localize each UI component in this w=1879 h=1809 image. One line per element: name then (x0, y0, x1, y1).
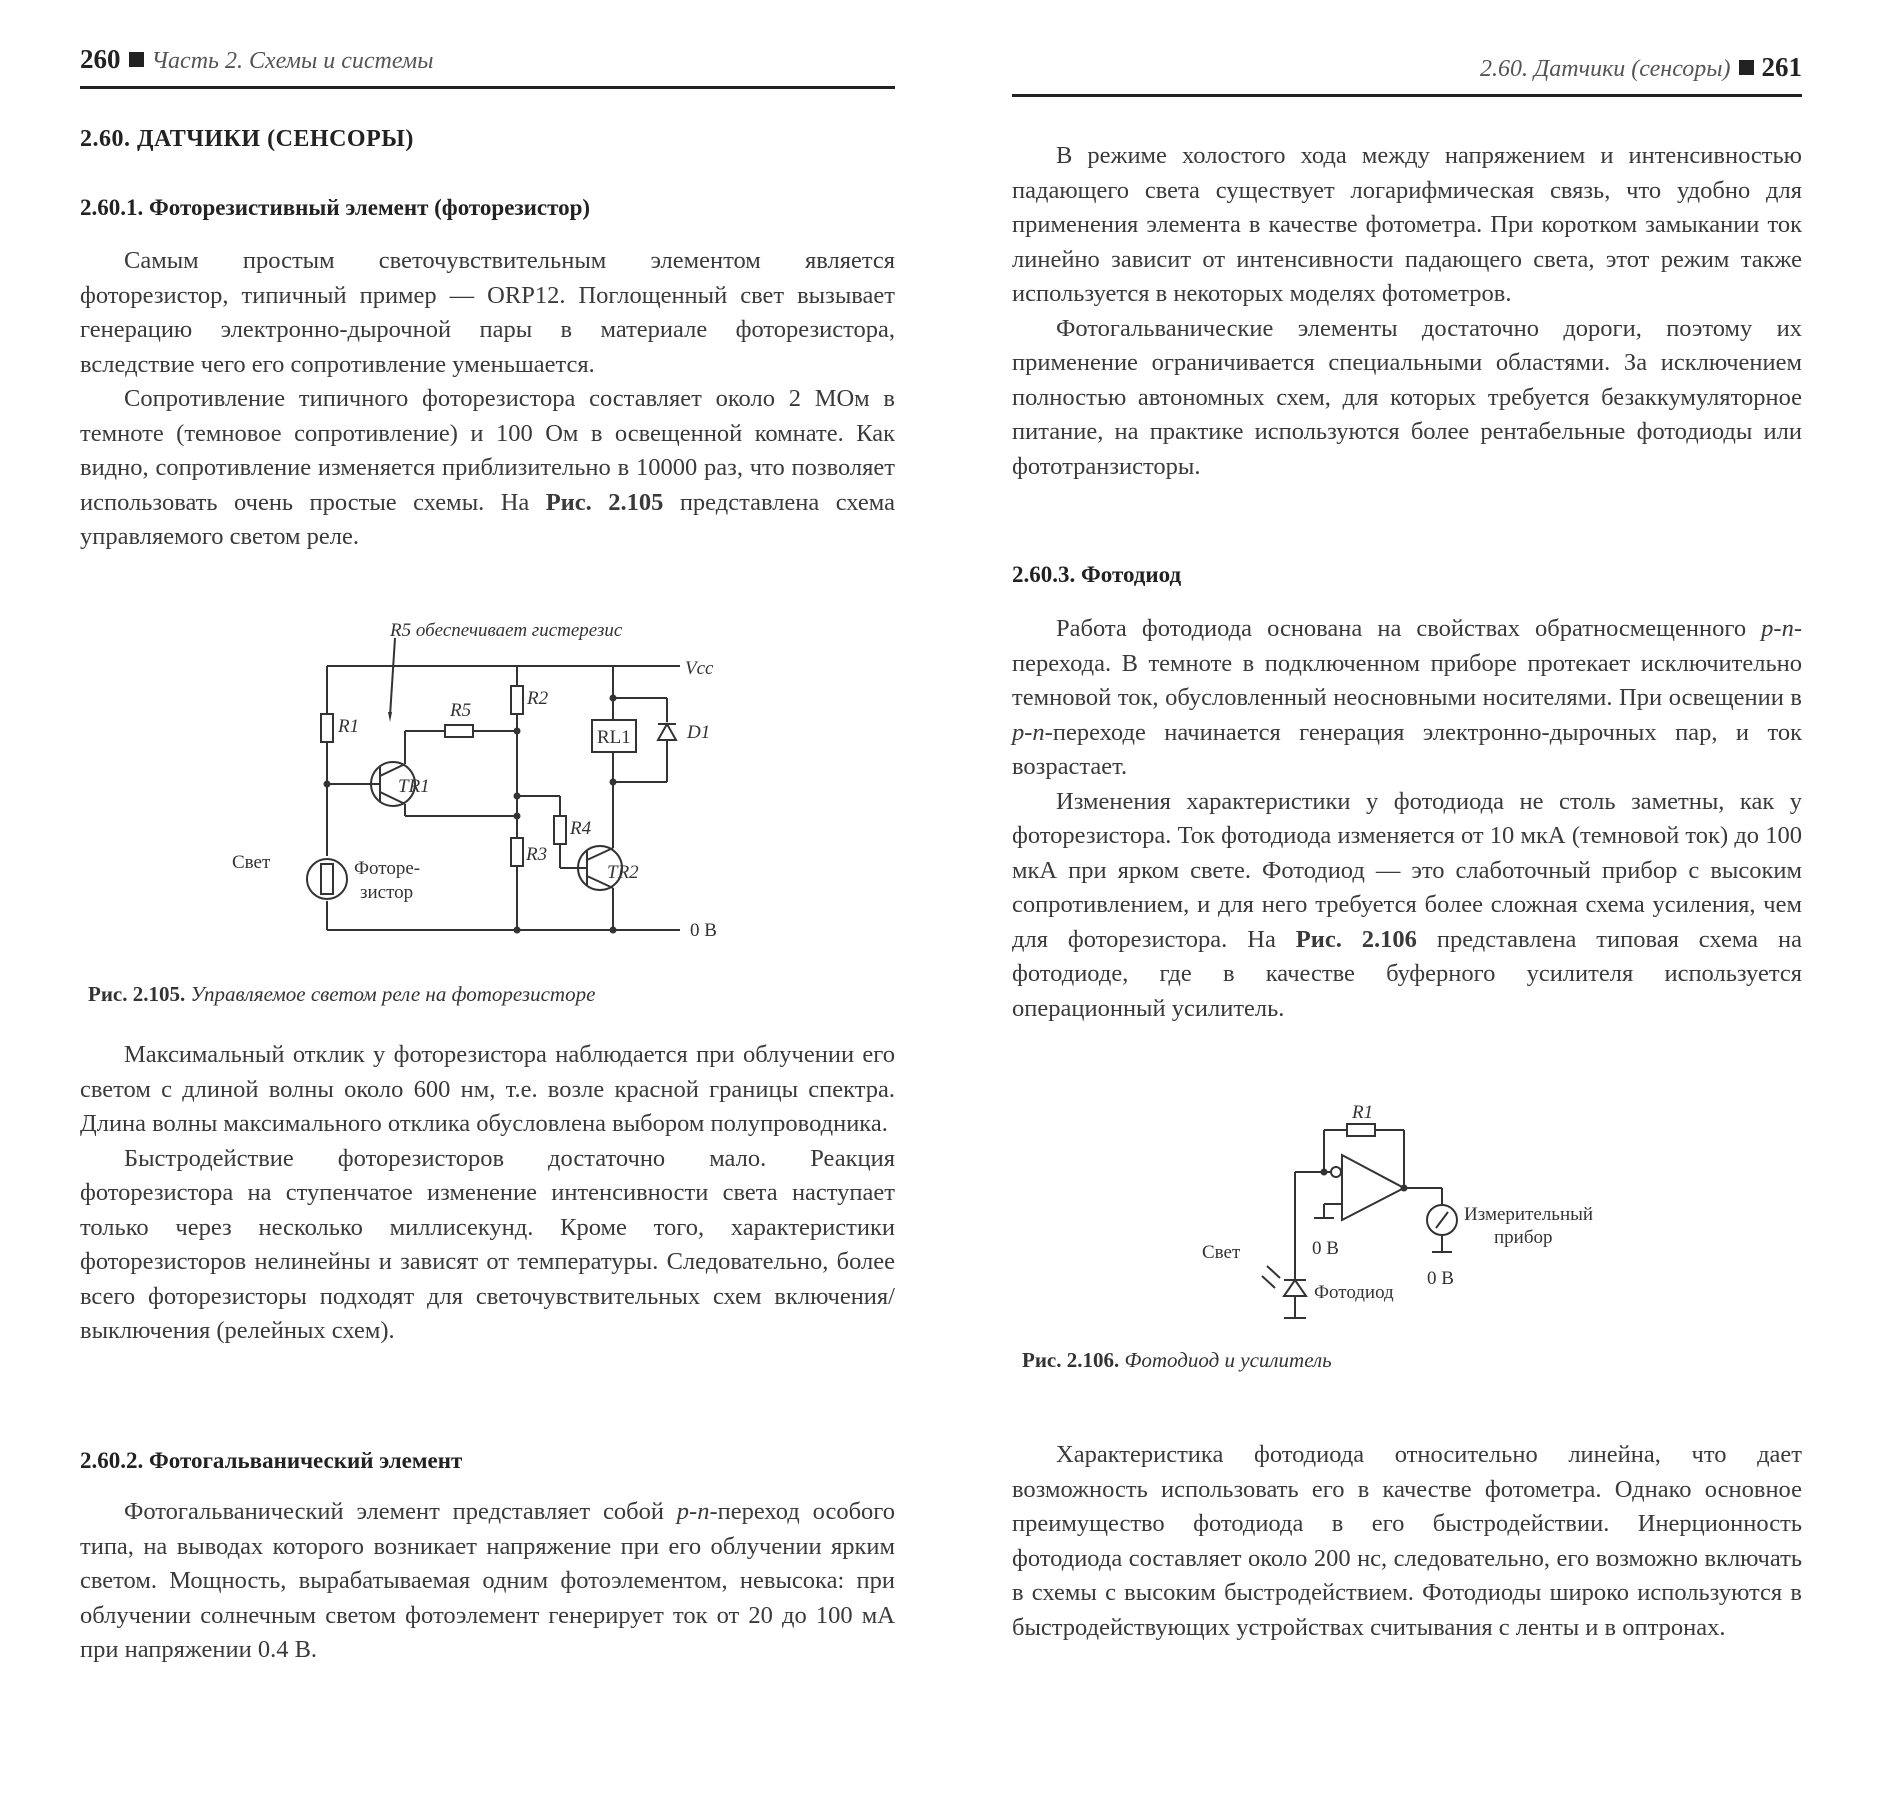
r2-label: R2 (527, 688, 549, 709)
paragraph: Сопротивление типичного фоторезистора составляет около 2 МОм в темноте (темновое сопротивление) и 100 Ом в освещенной комнате. Как видно, сопротивление изменяется приблизительно в 10000 раз, что позволяет использовать очень простые схемы. На Рис. 2.105 представлена схема управляемого светом реле. (80, 385, 895, 550)
vcc-label: Vcc (685, 658, 714, 679)
right-page-number: 261 (1761, 52, 1802, 82)
light-label: Свет (232, 852, 271, 873)
photoresistor-label-line2: зистор (360, 882, 414, 903)
meter-label-line1: Измерительный (1464, 1204, 1594, 1225)
meter-label-line2: прибор (1494, 1227, 1553, 1248)
figure-2-105-caption: Рис. 2.105. Управляемое светом реле на фоторезисторе (88, 982, 596, 1006)
paragraph: Самым простым светочувствительным элементом является фоторезистор, типичный пример — ORP12. Поглощенный свет вызывает генерацию электронно-дырочной пары в материале фоторезистора, вследствие чего его сопротивление уменьшается. (80, 247, 895, 378)
paragraph: Работа фотодиода основана на свойствах обратносмещенного p-n-перехода. В темноте в подключенном приборе протекает исключительно темновой ток, обусловленный неосновными носителями. При освещении в p-n-переходе начинается генерация электронно-дырочных пар, и ток возрастает. (1012, 615, 1802, 780)
light-label: Свет (1202, 1242, 1241, 1263)
ground-label-opamp: 0 В (1312, 1238, 1339, 1259)
right-running-head (1012, 52, 1802, 97)
subsection-title-photodiode: 2.60.3. Фотодиод (1012, 562, 1182, 587)
r1-label: R1 (338, 716, 360, 737)
paragraph: Максимальный отклик у фоторезистора наблюдается при облучении его светом с длиной волны около 600 нм, т.е. возле красной границы спектра. Длина волны максимального отклика обусловлена выбором полупроводника. (80, 1041, 895, 1137)
photodiode-amplifier-schematic (1192, 1100, 1622, 1320)
left-running-head (80, 44, 895, 89)
photoresistor-relay-schematic (230, 616, 750, 946)
subsection-title-photoresistor: 2.60.1. Фоторезистивный элемент (фоторезистор) (80, 195, 591, 220)
subsection-title-photovoltaic: 2.60.2. Фотогальванический элемент (80, 1448, 463, 1473)
paragraph: Быстродействие фоторезисторов достаточно мало. Реакция фоторезистора на ступенчатое изменение интенсивности света наступает только через несколько миллисекунд. Кроме того, характеристики фоторезисторов нелинейны и зависят от температуры. Следовательно, более всего фоторезисторы подходят для светочувствительных схем включения/выключения (релейных схем). (80, 1144, 895, 1344)
r5-label: R5 (450, 700, 472, 721)
square-bullet-icon (129, 52, 144, 67)
tr2-label: TR2 (607, 862, 639, 883)
paragraph: Характеристика фотодиода относительно линейна, что дает возможность использовать его в качестве фотометра. Однако основное преимущество фотодиода в его быстродействии. Инерционность фотодиода составляет около 200 нс, следовательно, его возможно включать в схемы с высоким быстродействием. Фотодиоды широко используются в быстродействующих устройствах считывания с ленты и в оптронах. (1012, 1441, 1802, 1641)
left-page-number: 260 (80, 44, 121, 74)
paragraph: В режиме холостого хода между напряжением и интенсивностью падающего света существует логарифмическая связь, что удобно для применения элемента в качестве фотометра. При коротком замыкании ток линейно зависит от интенсивности падающего света, этот режим также используется в некоторых моделях фотометров. (1012, 142, 1802, 307)
photoresistor-label-line1: Фоторе- (354, 858, 421, 879)
r4-label: R4 (570, 818, 592, 839)
figure-2-106-caption: Рис. 2.106. Фотодиод и усилитель (1022, 1348, 1332, 1372)
section-title: 2.60. ДАТЧИКИ (СЕНСОРЫ) (80, 126, 414, 152)
ground-label: 0 В (690, 920, 717, 941)
figure-reference: Рис. 2.106 (1295, 925, 1417, 953)
ground-label-meter: 0 В (1427, 1268, 1454, 1289)
left-running-title: Часть 2. Схемы и системы (151, 48, 434, 74)
figure-reference: Рис. 2.105 (545, 488, 664, 516)
photodiode-label: Фотодиод (1314, 1282, 1394, 1303)
d1-label: D1 (687, 722, 711, 743)
r3-label: R3 (526, 844, 548, 865)
square-bullet-icon (1739, 60, 1754, 75)
hysteresis-annotation: R5 обеспечивает гистерезис (390, 620, 623, 641)
figure-2-105-circuit (230, 616, 750, 946)
tr1-label: TR1 (398, 776, 430, 797)
figure-2-106-circuit (1192, 1100, 1622, 1320)
paragraph: Фотогальванический элемент представляет собой p-n-переход особого типа, на выводах которого возникает напряжение при его облучении ярким светом. Мощность, вырабатываемая одним фотоэлементом, невысока: при облучении солнечным светом фотоэлемент генерирует ток от 20 до 100 мА при напряжении 0.4 В. (80, 1498, 895, 1663)
paragraph: Фотогальванические элементы достаточно дороги, поэтому их применение ограничивается специальными областями. За исключением полностью автономных схем, для которых требуется безаккумуляторное питание, на практике используются более рентабельные фотодиоды или фототранзисторы. (1012, 314, 1802, 480)
paragraph: Изменения характеристики у фотодиода не столь заметны, как у фоторезистора. Ток фотодиода изменяется от 10 мкА (темновой ток) до 100 мкА при ярком свете. Фотодиод — это слаботочный прибор с высоким сопротивлением, и для него требуется более сложная схема усиления, чем для фоторезистора. На Рис. 2.106 представлена типовая схема на фотодиоде, где в качестве буферного усилителя используется операционный усилитель. (1012, 787, 1802, 1022)
right-running-title: 2.60. Датчики (сенсоры) (1480, 56, 1731, 82)
rl1-label: RL1 (597, 727, 631, 748)
r1-label: R1 (1352, 1102, 1374, 1123)
